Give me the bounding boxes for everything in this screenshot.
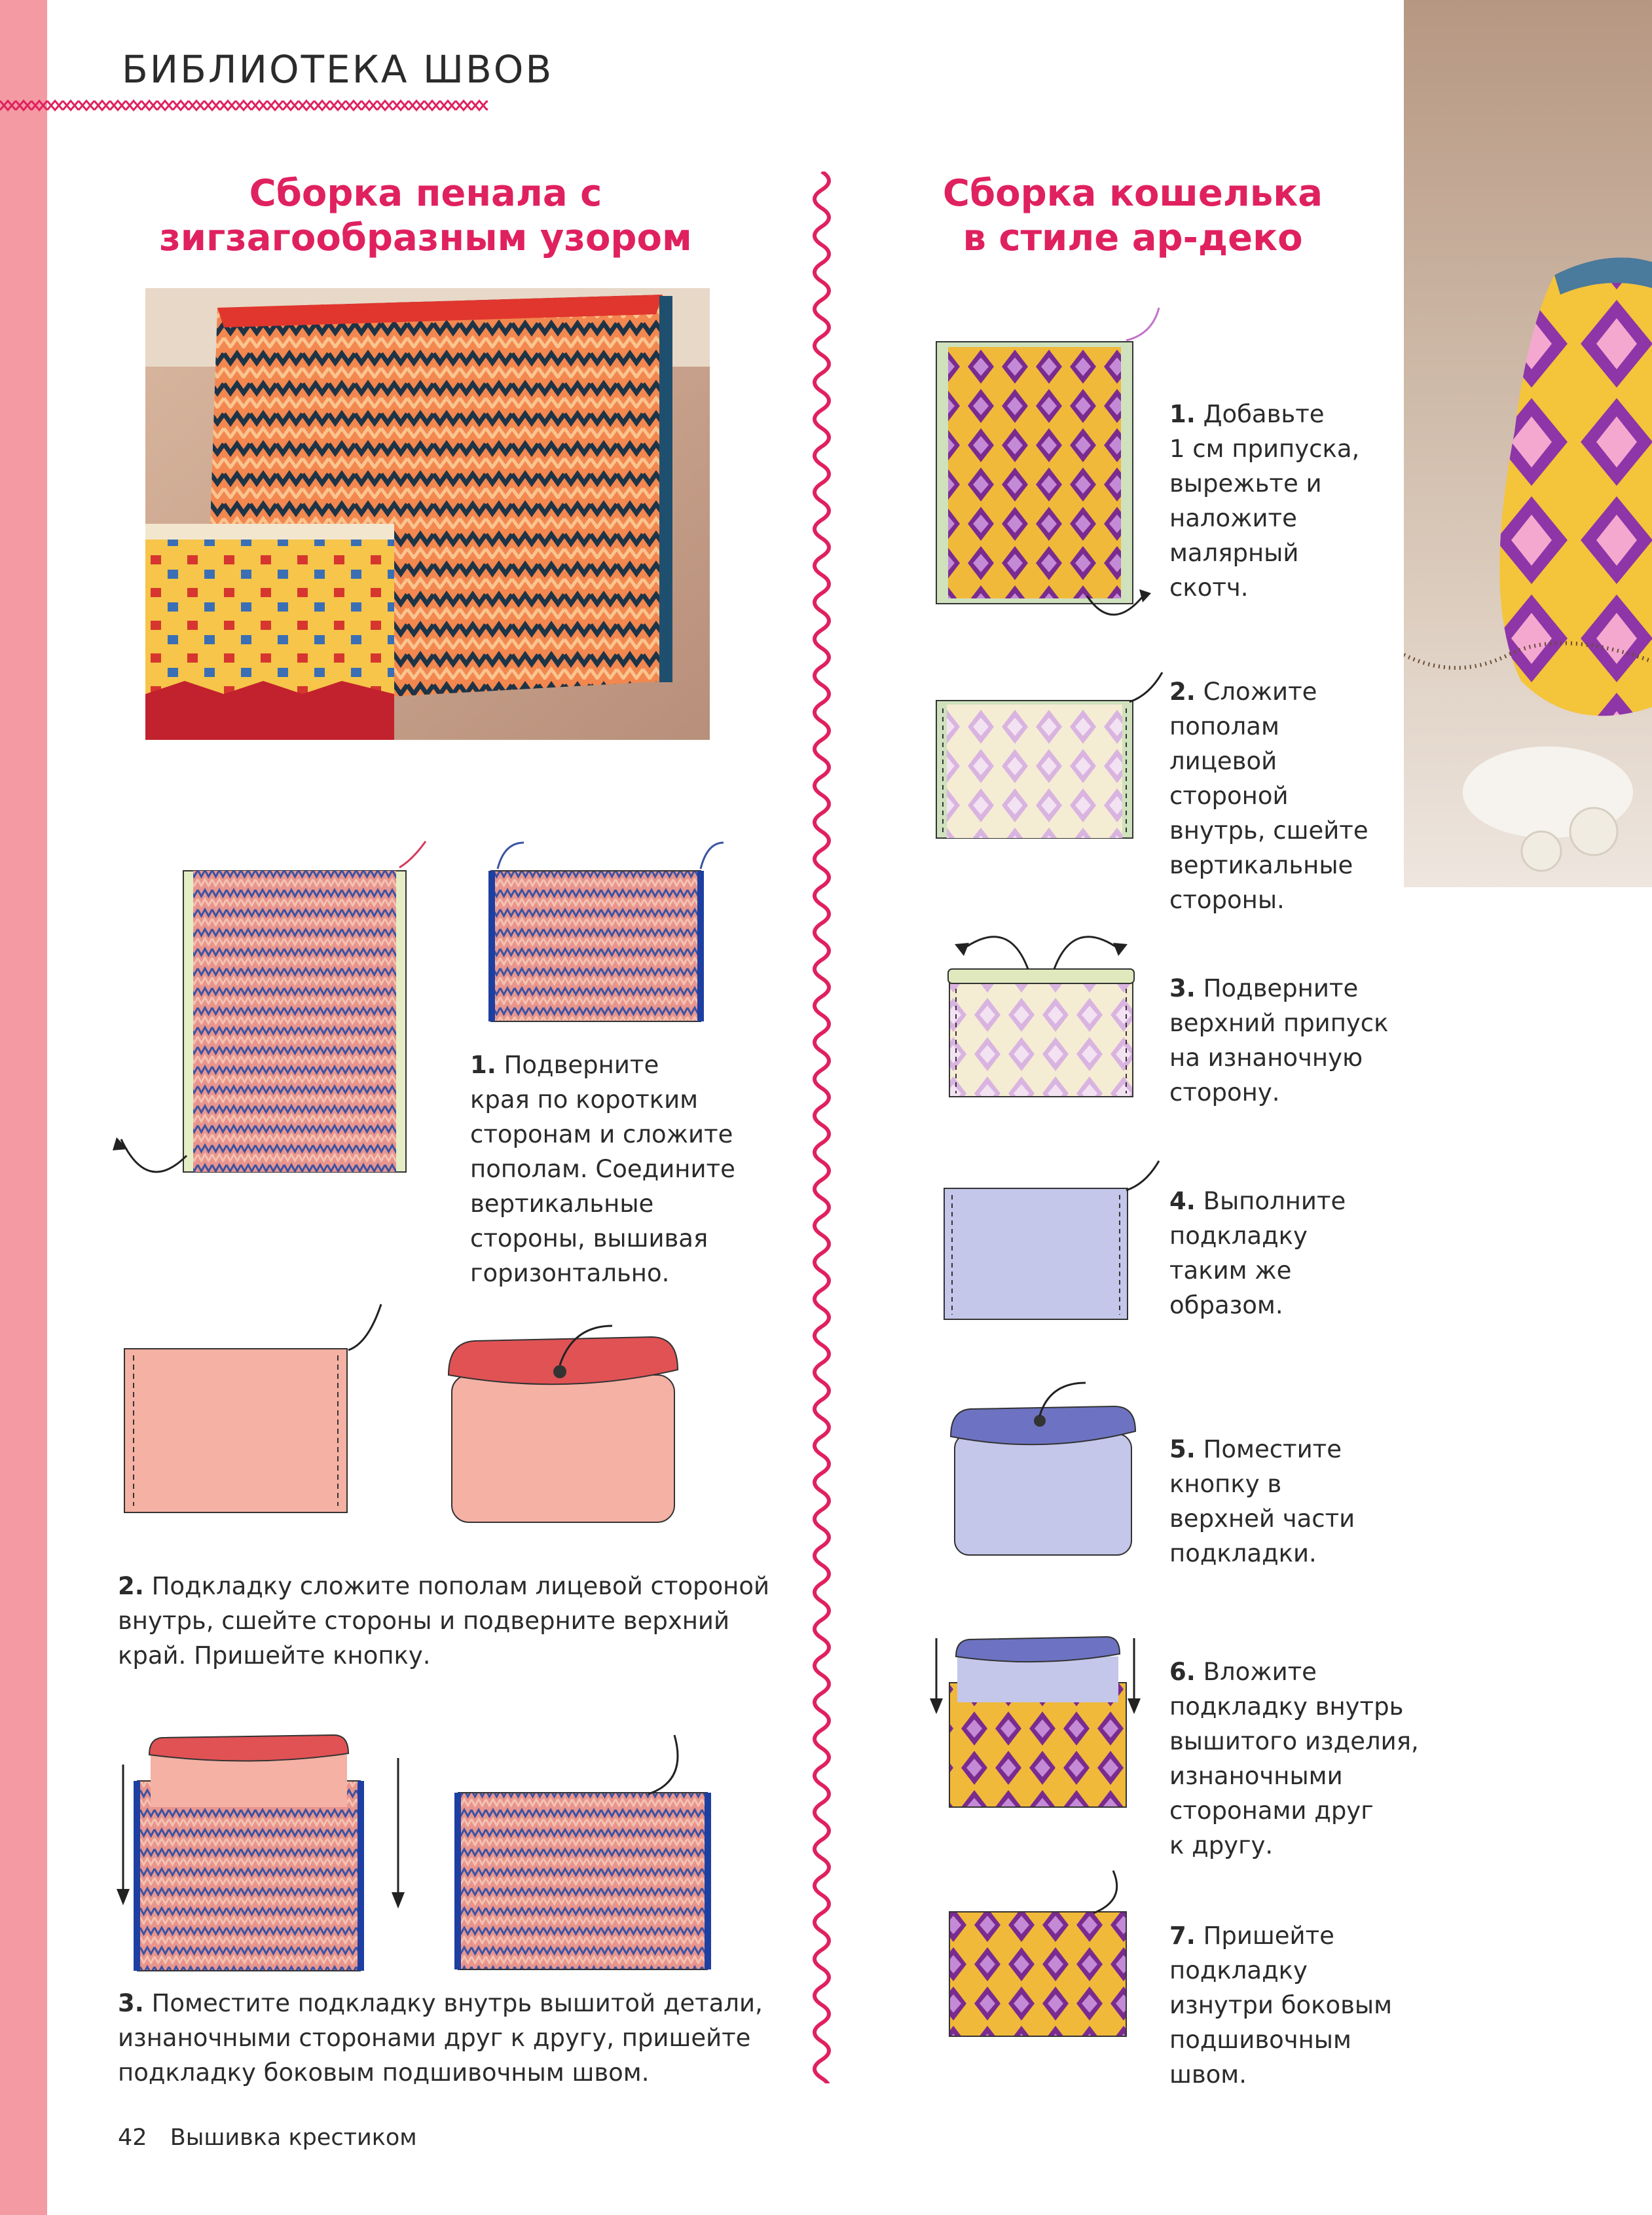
text-line: вертикальные: [1169, 851, 1353, 879]
text-line: подкладку боковым подшивочным швом.: [118, 2059, 650, 2087]
text-line: 7. Пришейте: [1169, 1922, 1334, 1950]
text-line: 1. Подверните: [470, 1051, 659, 1079]
right-step2-diagram: [930, 668, 1179, 845]
text-line: скотч.: [1169, 574, 1249, 602]
text-line: сторонам и сложите: [470, 1120, 733, 1148]
purse-photo: [1404, 0, 1652, 887]
text-line: швом.: [1169, 2060, 1247, 2089]
text-line: вырежьте и: [1169, 469, 1322, 498]
zigzag-rule: [0, 97, 488, 115]
text-line: верхней части: [1169, 1505, 1355, 1533]
text-line: вышитого изделия,: [1169, 1727, 1419, 1755]
text-line: 5. Поместите: [1169, 1435, 1342, 1463]
text-line: таким же: [1169, 1256, 1292, 1285]
text-line: наложите: [1169, 504, 1297, 532]
text-line: 2. Подкладку сложите пополам лицевой стороной: [118, 1572, 770, 1600]
left-title-line2: зигзагообразным узором: [159, 217, 692, 259]
text-line: малярный: [1169, 539, 1299, 567]
left-title-line1: Сборка пенала с: [249, 172, 602, 215]
text-line: образом.: [1169, 1291, 1283, 1319]
text-line: подкладку внутрь: [1169, 1693, 1404, 1721]
text-line: горизонтально.: [470, 1259, 670, 1287]
left-margin-band: [0, 0, 47, 2215]
right-step6-diagram: [923, 1630, 1172, 1820]
right-step4-text: [1169, 1184, 1346, 1323]
page-footer: [118, 2125, 417, 2151]
left-step3-diagram: [111, 1729, 727, 1984]
text-line: 3. Подверните: [1169, 974, 1359, 1002]
text-line: пополам. Соедините: [470, 1155, 735, 1183]
right-title-line1: Сборка кошелька: [942, 172, 1323, 215]
left-step2-diagram: [118, 1303, 694, 1539]
text-line: 1 см припуска,: [1169, 435, 1360, 463]
text-line: пополам: [1169, 712, 1279, 741]
text-line: сторону.: [1169, 1078, 1280, 1107]
right-step4-diagram: [936, 1152, 1172, 1329]
text-line: подшивочным: [1169, 2026, 1351, 2054]
right-title-line2: в стиле ар-деко: [963, 217, 1303, 259]
right-step5-text: [1169, 1432, 1355, 1571]
text-line: сторонами друг: [1169, 1797, 1374, 1825]
text-line: 3. Поместите подкладку внутрь вышитой детали,: [118, 1989, 763, 2017]
text-line: 1. Добавьте: [1169, 400, 1325, 428]
text-line: стороны.: [1169, 886, 1285, 914]
text-line: изнаночными сторонами друг к другу, пришейте: [118, 2024, 751, 2052]
right-step1-text: [1169, 397, 1359, 605]
left-step2-text: [118, 1569, 769, 1673]
text-line: лицевой: [1169, 747, 1277, 775]
left-step1-text: [470, 1048, 735, 1291]
text-line: 2. Сложите: [1169, 678, 1317, 706]
text-line: изнутри боковым: [1169, 1991, 1393, 2019]
pencil-case-photo: [145, 288, 710, 740]
text-line: края по коротким: [470, 1086, 699, 1114]
right-step2-text: [1169, 674, 1368, 917]
right-step5-diagram: [936, 1382, 1172, 1565]
text-line: внутрь, сшейте: [1169, 816, 1368, 845]
text-line: изнаночными: [1169, 1762, 1343, 1790]
right-step1-diagram: [930, 308, 1179, 622]
right-step7-text: [1169, 1918, 1392, 2092]
book-title: Вышивка крестиком: [170, 2125, 417, 2151]
text-line: вертикальные: [470, 1190, 654, 1218]
text-line: край. Пришейте кнопку.: [118, 1641, 431, 1670]
right-step7-diagram: [936, 1866, 1172, 2049]
page-number: 42: [118, 2125, 147, 2151]
text-line: 4. Выполните: [1169, 1187, 1346, 1215]
text-line: верхний припуск: [1169, 1009, 1389, 1037]
right-step6-text: [1169, 1655, 1419, 1863]
right-section-title: [904, 172, 1362, 261]
text-line: подкладки.: [1169, 1539, 1317, 1567]
right-step3-text: [1169, 971, 1389, 1110]
text-line: подкладку: [1169, 1222, 1308, 1250]
text-line: кнопку в: [1169, 1470, 1282, 1498]
text-line: к другу.: [1169, 1831, 1274, 1859]
text-line: стороны, вышивая: [470, 1224, 708, 1253]
wavy-divider: [802, 172, 841, 2083]
left-section-title: [111, 172, 740, 261]
text-line: внутрь, сшейте стороны и подверните верхний: [118, 1607, 729, 1635]
text-line: 6. Вложите: [1169, 1658, 1317, 1686]
left-step3-text: [118, 1986, 763, 2090]
text-line: стороной: [1169, 782, 1289, 810]
right-step3-diagram: [936, 917, 1172, 1107]
text-line: подкладку: [1169, 1956, 1308, 1985]
text-line: на изнаночную: [1169, 1044, 1363, 1072]
section-header: БИБЛИОТЕКА ШВОВ: [122, 47, 554, 92]
